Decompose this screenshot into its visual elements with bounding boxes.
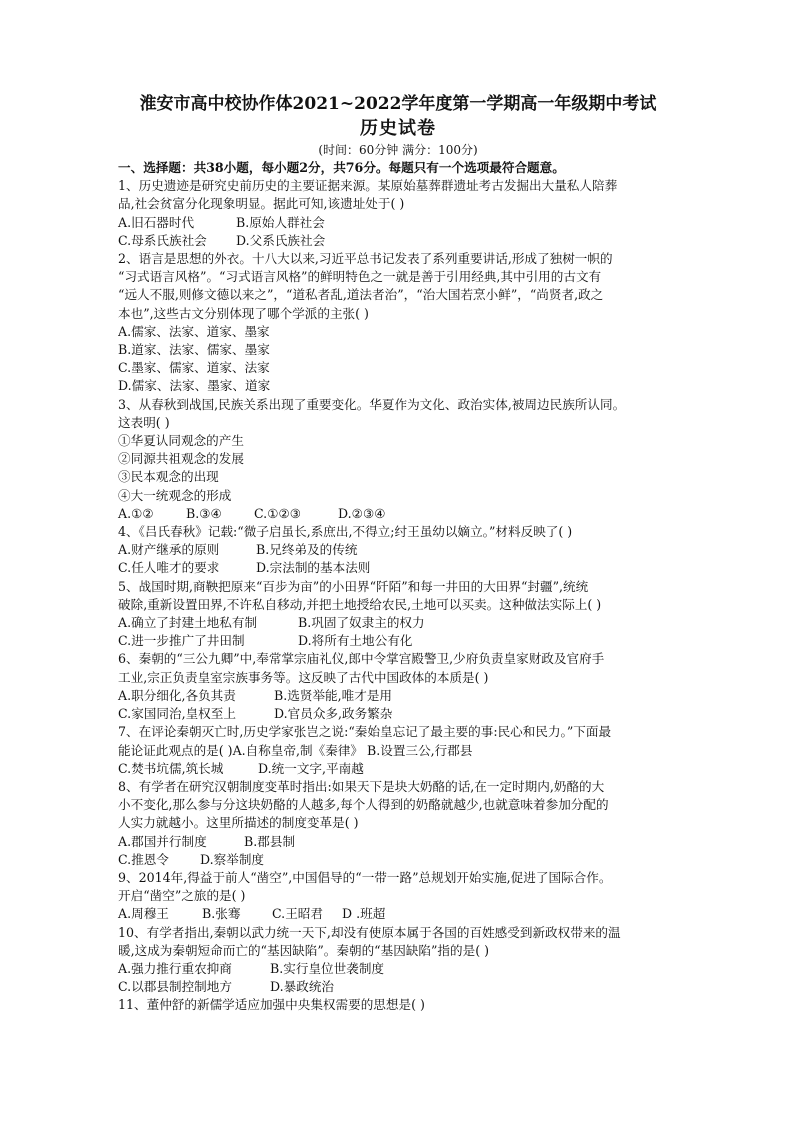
option-b: B.选贤举能,唯才是用 bbox=[274, 687, 393, 703]
exam-page bbox=[118, 92, 678, 1015]
question-5 bbox=[118, 578, 678, 651]
question-text: 工业,宗正负责皇室宗族事务等。这反映了古代中国政体的本质是( ) bbox=[118, 669, 489, 685]
exam-title: 淮安市高中校协作体2021~2022学年度第一学期高一年级期中考试 bbox=[139, 94, 657, 114]
question-9 bbox=[118, 869, 678, 924]
exam-meta: (时间：60分钟 满分：100分) bbox=[318, 143, 478, 157]
option-row bbox=[118, 978, 678, 996]
question-1 bbox=[118, 177, 678, 250]
question-text: 6、秦朝的“三公九卿”中,奉常掌宗庙礼仪,郎中令掌宫殿警卫,少府负责皇家财政及官府手 bbox=[118, 651, 605, 667]
option-d: D.统一文字,平南越 bbox=[258, 760, 364, 776]
option-c: C.进一步推广了井田制 bbox=[118, 633, 245, 649]
question-text: 9、2014年,得益于前人“凿空”,中国倡导的“一带一路”总规划开始实施,促进了国际合作。 bbox=[118, 869, 612, 885]
question-text: 暖,这成为秦朝短命而亡的“基因缺陷”。秦朝的“基因缺陷”指的是( ) bbox=[118, 942, 490, 958]
option-a: A.确立了封建土地私有制 bbox=[118, 615, 258, 631]
option-d: D.父系氏族社会 bbox=[236, 232, 326, 248]
option-row bbox=[118, 705, 678, 723]
option-a: A.儒家、法家、道家、墨家 bbox=[118, 323, 270, 339]
question-4 bbox=[118, 523, 678, 578]
option-c: C.任人唯才的要求 bbox=[118, 560, 220, 576]
option-a: A.职分细化,各负其责 bbox=[118, 687, 236, 703]
question-text: “远人不服,则修文德以来之”，“道私者乱,道法者治”，“治大国若烹小鲜”，“尚贤者,政之 bbox=[118, 287, 604, 303]
option-a: A.郡国并行制度 bbox=[118, 833, 207, 849]
question-text: 开启“凿空”之旅的是( ) bbox=[118, 888, 246, 904]
question-3 bbox=[118, 396, 678, 523]
option-d: D.②③④ bbox=[338, 505, 386, 521]
question-text: 3、从春秋到战国,民族关系出现了重要变化。华夏作为文化、政治实体,被周边民族所认同。 bbox=[118, 396, 626, 412]
option-a: A.财产继承的原则 bbox=[118, 542, 220, 558]
option-a: A.旧石器时代 bbox=[118, 214, 195, 230]
option-row bbox=[118, 851, 678, 869]
option-row bbox=[118, 559, 678, 577]
question-text: 2、语言是思想的外衣。十八大以来,习近平总书记发表了系列重要讲话,形成了独树一帜的 bbox=[118, 251, 613, 267]
exam-subject: 历史试卷 bbox=[360, 118, 436, 139]
option-row bbox=[118, 632, 678, 650]
statement-item: ②同源共祖观念的发展 bbox=[118, 451, 244, 467]
option-d: D.暴政统治 bbox=[270, 979, 335, 995]
option-c: C.王昭君 bbox=[272, 906, 323, 922]
option-c: C.①②③ bbox=[254, 505, 302, 521]
option-b: B.③④ bbox=[186, 505, 222, 521]
option-c: C.以郡县制控制地方 bbox=[118, 979, 232, 995]
option-row bbox=[118, 214, 678, 232]
question-text: 11、董仲舒的新儒学适应加强中央集权需要的思想是( ) bbox=[118, 997, 425, 1013]
option-row bbox=[118, 905, 678, 923]
question-text: 小不变化,那么参与分这块奶酪的人越多,每个人得到的奶酪就越少,也就意味着参加分配的 bbox=[118, 797, 609, 813]
option-c: C.焚书坑儒,筑长城 bbox=[118, 760, 224, 776]
option-row bbox=[118, 614, 678, 632]
option-d: D .班超 bbox=[342, 906, 386, 922]
option-b: B.实行皇位世袭制度 bbox=[270, 960, 385, 976]
option-d: D.将所有土地公有化 bbox=[298, 633, 413, 649]
question-text: 8、有学者在研究汉朝制度变革时指出:如果天下是块大奶酪的话,在一定时期内,奶酪的大 bbox=[118, 778, 605, 794]
question-10 bbox=[118, 924, 678, 997]
question-11 bbox=[118, 996, 678, 1014]
option-c: C.推恩令 bbox=[118, 851, 169, 867]
question-text: 本也”,这些古文分别体现了哪个学派的主张( ) bbox=[118, 305, 369, 321]
question-8 bbox=[118, 778, 678, 869]
question-text: 这表明( ) bbox=[118, 414, 170, 430]
option-row bbox=[118, 687, 678, 705]
question-text: 品,社会贫富分化现象明显。据此可知,该遗址处于( ) bbox=[118, 196, 405, 212]
option-a: A.①② bbox=[118, 505, 154, 521]
option-b: B.原始人群社会 bbox=[236, 214, 325, 230]
option-row bbox=[118, 960, 678, 978]
question-text: 1、历史遗迹是研究史前历史的主要证据来源。某原始墓葬群遗址考古发掘出大量私人陪葬 bbox=[118, 178, 618, 194]
option-b: B.张骞 bbox=[202, 906, 241, 922]
option-row bbox=[118, 232, 678, 250]
option-a: A.周穆王 bbox=[118, 906, 169, 922]
question-text: 4、《吕氏春秋》记载:“微子启虽长,系庶出,不得立;纣王虽幼以嫡立。”材料反映了( ) bbox=[118, 524, 573, 540]
option-c: C.家国同治,皇权至上 bbox=[118, 706, 236, 722]
option-b: B.巩固了奴隶主的权力 bbox=[298, 615, 425, 631]
option-b: B.兄终弟及的传统 bbox=[256, 542, 358, 558]
question-text: 5、战国时期,商鞅把原来“百步为亩”的小田界“阡陌”和每一井田的大田界“封疆”,统统 bbox=[118, 578, 589, 594]
question-text: 能论证此观点的是( )A.自称皇帝,制《秦律》 B.设置三公,行郡县 bbox=[118, 742, 473, 758]
option-a: A.强力推行重农抑商 bbox=[118, 960, 232, 976]
question-text: 7、在评论秦朝灭亡时,历史学家张岂之说:“秦始皇忘记了最主要的事:民心和民力。”下面最 bbox=[118, 724, 612, 740]
question-text: 10、有学者指出,秦朝以武力统一天下,却没有使原本属于各国的百姓感受到新政权带来的温 bbox=[118, 924, 621, 940]
question-text: 人实力就越小。这里所描述的制度变革是( ) bbox=[118, 815, 359, 831]
option-b: B.道家、法家、儒家、墨家 bbox=[118, 342, 270, 358]
question-text: “习式语言风格”。“习式语言风格”的鲜明特色之一就是善于引用经典,其中引用的古文有 bbox=[118, 269, 602, 285]
question-7 bbox=[118, 723, 678, 778]
option-row bbox=[118, 505, 678, 523]
option-d: D.儒家、法家、墨家、道家 bbox=[118, 378, 271, 394]
option-b: B.郡县制 bbox=[244, 833, 296, 849]
option-row bbox=[118, 833, 678, 851]
question-2 bbox=[118, 250, 678, 396]
statement-item: ④大一统观念的形成 bbox=[118, 487, 232, 503]
option-d: D.察举制度 bbox=[200, 851, 265, 867]
question-6 bbox=[118, 650, 678, 723]
section-heading: 一、选择题：共38小题，每小题2分，共76分。每题只有一个选项最符合题意。 bbox=[118, 160, 565, 175]
statement-item: ③民本观念的出现 bbox=[118, 469, 219, 485]
option-c: C.墨家、儒家、道家、法家 bbox=[118, 360, 270, 376]
statement-item: ①华夏认同观念的产生 bbox=[118, 433, 244, 449]
option-d: D.官员众多,政务繁杂 bbox=[274, 706, 393, 722]
option-row bbox=[118, 760, 678, 778]
option-d: D.宗法制的基本法则 bbox=[256, 560, 371, 576]
question-text: 破除,重新设置田界,不许私自移动,并把土地授给农民,土地可以买卖。这种做法实际上( ) bbox=[118, 596, 602, 612]
option-c: C.母系氏族社会 bbox=[118, 232, 207, 248]
option-row bbox=[118, 541, 678, 559]
